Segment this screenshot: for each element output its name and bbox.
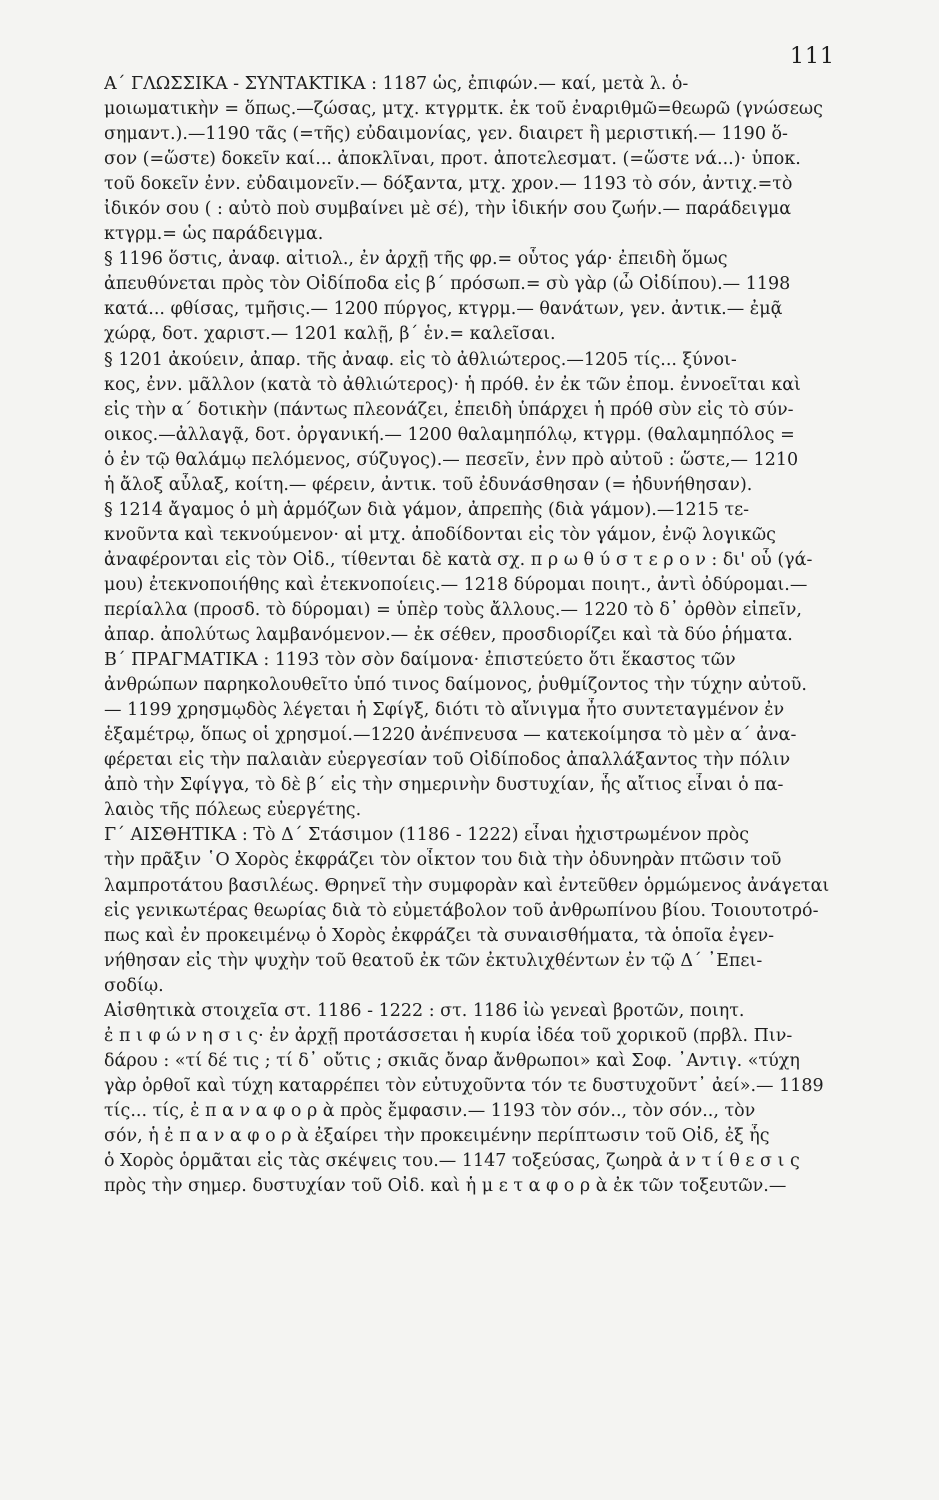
text-line: περίαλλα (προσδ. τὸ δύρομαι) = ὑπὲρ τοὺς ἄλλους.— 1220 τὸ δ᾽ ὀρθὸν εἰπεῖν, — [104, 599, 802, 620]
page-number: 111 — [790, 44, 835, 69]
text-line: φέρεται εἰς τὴν παλαιὰν εὐεργεσίαν τοῦ Οἰδίποδος ἀπαλλάξαντος τὴν πόλιν — [104, 750, 791, 771]
text-line: § 1214 ἄγαμος ὁ μὴ ἁρμόζων διὰ γάμον, ἀπρεπὴς (διὰ γάμον).—1215 τε- — [104, 499, 750, 520]
text-line: σόν, ἡ ἐ π α ν α φ ο ρ ὰ ἐξαίρει τὴν προκειμένην περίπτωσιν τοῦ Οἰδ, ἐξ ἧς — [104, 1125, 770, 1146]
text-line: κτγρμ.= ὡς παράδειγμα. — [104, 224, 324, 245]
text-line: — 1199 χρησμῳδὸς λέγεται ἡ Σφίγξ, διότι τὸ αἴνιγμα ἦτο συντεταγμένον ἐν — [104, 700, 785, 721]
text-line: § 1201 ἀκούειν, ἀπαρ. τῆς ἀναφ. εἰς τὸ ἀθλιώτερος.—1205 τίς... ξύνοι- — [104, 349, 737, 370]
text-line: λαιὸς τῆς πόλεως εὐεργέτης. — [104, 800, 362, 821]
text-line: σον (=ὥστε) δοκεῖν καί... ἀποκλῖναι, προτ. ἀποτελεσματ. (=ὥστε νά...)· ὑποκ. — [104, 149, 801, 170]
text-line: τὴν πρᾶξιν ῾Ο Χορὸς ἐκφράζει τὸν οἶκτον του διὰ τὴν ὀδυνηρὰν πτῶσιν τοῦ — [104, 850, 782, 871]
text-line: δάρου : «τί δέ τις ; τί δ᾽ οὔτις ; σκιᾶς ὄναρ ἄνθρωποι» καὶ Σοφ. ᾽Αντιγ. «τύχη — [104, 1050, 800, 1071]
text-line: εἰς γενικωτέρας θεωρίας διὰ τὸ εὐμετάβολον τοῦ ἀνθρωπίνου βίου. Τοιουτοτρό- — [104, 900, 819, 921]
text-line: νήθησαν εἰς τὴν ψυχὴν τοῦ θεατοῦ ἐκ τῶν ἐκτυλιχθέντων ἐν τῷ Δ΄ ᾽Επει- — [104, 950, 763, 971]
commentary-text — [104, 72, 844, 1199]
text-line: ἑξαμέτρῳ, ὅπως οἱ χρησμοί.—1220 ἀνέπνευσα — κατεκοίμησα τὸ μὲν α΄ ἀνα- — [104, 725, 797, 746]
text-line: οικος.—ἀλλαγᾷ, δοτ. ὀργανική.— 1200 θαλαμηπόλῳ, κτγρμ. (θαλαμηπόλος = — [104, 424, 795, 445]
text-line: τίς... τίς, ἐ π α ν α φ ο ρ ὰ πρὸς ἔμφασιν.— 1193 τὸν σόν.., τὸν σόν.., τὸν — [104, 1100, 756, 1121]
text-line: κατά... φθίσας, τμῆσις.— 1200 πύργος, κτγρμ.— θανάτων, γεν. ἀντικ.— ἐμᾷ — [104, 299, 783, 320]
text-line: πως καὶ ἐν προκειμένῳ ὁ Χορὸς ἐκφράζει τὰ συναισθήματα, τὰ ὁποῖα ἐγεν- — [104, 925, 775, 946]
text-line: ὁ ἐν τῷ θαλάμῳ πελόμενος, σύζυγος).— πεσεῖν, ἐνν πρὸ αὐτοῦ : ὥστε,— 1210 — [104, 449, 799, 470]
text-line: ἀπευθύνεται πρὸς τὸν Οἰδίποδα εἰς β΄ πρόσωπ.= σὺ γὰρ (ὦ Οἰδίπου).— 1198 — [104, 274, 791, 295]
text-line: τοῦ δοκεῖν ἐνν. εὐδαιμονεῖν.— δόξαντα, μτχ. χρον.— 1193 τὸ σόν, ἀντιχ.=τὸ — [104, 174, 793, 195]
text-line: σοδίῳ. — [104, 975, 164, 996]
text-line: Αἰσθητικὰ στοιχεῖα στ. 1186 - 1222 : στ. 1186 ἰὼ γενεαὶ βροτῶν, ποιητ. — [104, 1000, 745, 1021]
text-line: μοιωματικὴν = ὅπως.—ζώσας, μτχ. κτγρμτκ. ἐκ τοῦ ἐναριθμῶ=θεωρῶ (γνώσεως — [104, 99, 823, 120]
text-line: κνοῦντα καὶ τεκνούμενον· αἱ μτχ. ἀποδίδονται εἰς τὸν γάμον, ἐνῷ λογικῶς — [104, 524, 776, 545]
text-line: ὁ Χορὸς ὁρμᾶται εἰς τὰς σκέψεις του.— 1147 τοξεύσας, ζωηρὰ ἀ ν τ ί θ ε σ ι ς — [104, 1151, 800, 1172]
text-line: ἀπὸ τὴν Σφίγγα, τὸ δὲ β΄ εἰς τὴν σημερινὴν δυστυχίαν, ἧς αἴτιος εἶναι ὁ πα- — [104, 775, 784, 796]
text-line: Β΄ ΠΡΑΓΜΑΤΙΚΑ : 1193 τὸν σὸν δαίμονα· ἐπιστεύετο ὅτι ἕκαστος τῶν — [104, 650, 736, 671]
text-line: Α΄ ΓΛΩΣΣΙΚΑ - ΣΥΝΤΑΚΤΙΚΑ : 1187 ὡς, ἐπιφών.— καί, μετὰ λ. ὁ- — [104, 74, 689, 94]
text-line: γὰρ ὀρθοῖ καὶ τύχη καταρρέπει τὸν εὐτυχοῦντα τόν τε δυστυχοῦντ᾽ ἀεί».— 1189 — [104, 1075, 824, 1096]
text-line: μου) ἐτεκνοποιήθης καὶ ἐτεκνοποίεις.— 1218 δύρομαι ποιητ., ἀντὶ ὀδύρομαι.— — [104, 574, 808, 595]
text-line: ἡ ἄλοξ αὖλαξ, κοίτη.— φέρειν, ἀντικ. τοῦ ἐδυνάσθησαν (= ἠδυνήθησαν). — [104, 474, 753, 495]
text-line: ἀνθρώπων παρηκολουθεῖτο ὑπό τινος δαίμονος, ῥυθμίζοντος τὴν τύχην αὐτοῦ. — [104, 675, 807, 696]
text-line: § 1196 ὅστις, ἀναφ. αἰτιολ., ἐν ἀρχῇ τῆς φρ.= οὗτος γάρ· ἐπειδὴ ὅμως — [104, 249, 728, 270]
text-line: ἰδικόν σου ( : αὐτὸ ποὺ συμβαίνει μὲ σέ), τὴν ἰδικήν σου ζωήν.— παράδειγμα — [104, 199, 792, 220]
text-line: χώρᾳ, δοτ. χαριστ.— 1201 καλῇ, β΄ ἑν.= καλεῖσαι. — [104, 324, 556, 345]
text-line: ἐ π ι φ ώ ν η σ ι ς· ἐν ἀρχῇ προτάσσεται ἡ κυρία ἰδέα τοῦ χορικοῦ (πρβλ. Πιν- — [104, 1025, 793, 1046]
text-line: εἰς τὴν α΄ δοτικὴν (πάντως πλεονάζει, ἐπειδὴ ὑπάρχει ἡ πρόθ σὺν εἰς τὸ σύν- — [104, 399, 794, 420]
text-line: κος, ἐνν. μᾶλλον (κατὰ τὸ ἀθλιώτερος)· ἡ πρόθ. ἐν ἐκ τῶν ἐπομ. ἐννοεῖται καὶ — [104, 374, 801, 395]
text-line: πρὸς τὴν σημερ. δυστυχίαν τοῦ Οἰδ. καὶ ἡ μ ε τ α φ ο ρ ὰ ἐκ τῶν τοξευτῶν.— — [104, 1176, 787, 1197]
text-line: λαμπροτάτου βασιλέως. Θρηνεῖ τὴν συμφορὰν καὶ ἐντεῦθεν ὁρμώμενος ἀνάγεται — [104, 875, 830, 896]
text-line: σημαντ.).—1190 τᾶς (=τῆς) εὐδαιμονίας, γεν. διαιρετ ἢ μεριστική.— 1190 ὅ- — [104, 124, 788, 145]
text-line: Γ΄ ΑΙΣΘΗΤΙΚΑ : Τὸ Δ΄ Στάσιμον (1186 - 1222) εἶναι ἠχιστρωμένον πρὸς — [104, 825, 750, 846]
text-line: ἀπαρ. ἀπολύτως λαμβανόμενον.— ἐκ σέθεν, προσδιορίζει καὶ τὰ δύο ῥήματα. — [104, 625, 793, 646]
text-line: ἀναφέρονται εἰς τὸν Οἰδ., τίθενται δὲ κατὰ σχ. π ρ ω θ ύ σ τ ε ρ ο ν : δι' οὗ (γά- — [104, 549, 813, 570]
